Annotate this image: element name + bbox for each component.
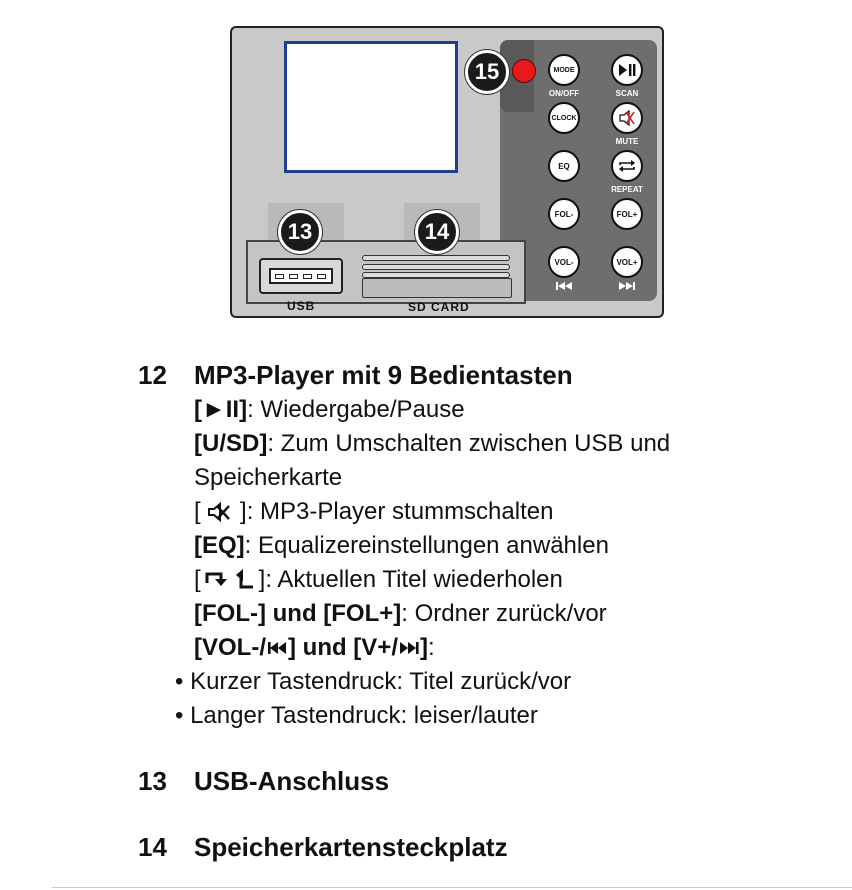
- mode-button[interactable]: MODE: [548, 54, 580, 86]
- mute-description: [ ]: MP3-Player stummschalten: [194, 498, 554, 525]
- bullet-dot: •: [175, 702, 191, 729]
- bullet-dot: •: [175, 668, 191, 695]
- mute-caption: MUTE: [615, 137, 639, 146]
- volume-description: [VOL-/ ] und [V+/ ]:: [194, 634, 435, 661]
- section-number-12: 12: [138, 360, 167, 390]
- usb-sd-description: [U/SD]: Zum Umschalten zwischen USB und: [194, 430, 671, 457]
- usb-sd-description-cont: Speicherkarte: [194, 464, 343, 491]
- sd-slot-line: [362, 264, 510, 270]
- prev-track-icon: [266, 640, 288, 656]
- mute-button[interactable]: [611, 102, 643, 134]
- mp3-player-panel-illustration: [230, 26, 664, 318]
- bullet-short-press: • Kurzer Tastendruck: Titel zurück/vor: [175, 668, 572, 695]
- callout-badge-15: 15: [465, 50, 509, 94]
- folder-description: [FOL-] und [FOL+]: Ordner zurück/vor: [194, 600, 607, 627]
- sd-card-slot: [362, 278, 512, 298]
- usd-key: [U/SD]: [194, 430, 268, 457]
- sd-card-label: SD CARD: [408, 300, 470, 314]
- section-title-13: USB-Anschluss: [194, 766, 390, 796]
- scan-caption: SCAN: [615, 89, 639, 98]
- play-pause-button[interactable]: [611, 54, 643, 86]
- vol-minus-button[interactable]: VOL-: [548, 246, 580, 278]
- section-number-13: 13: [138, 766, 167, 796]
- mute-icon: [207, 502, 233, 522]
- fol-minus-button[interactable]: FOL-: [548, 198, 580, 230]
- fol-keys: [FOL-] und [FOL+]: [194, 600, 402, 627]
- callout-badge-13: 13: [278, 210, 322, 254]
- eq-description: [EQ]: Equalizereinstellungen anwählen: [194, 532, 609, 559]
- on-off-caption: ON/OFF: [548, 89, 580, 98]
- usb-label: USB: [287, 299, 316, 313]
- repeat-icon: [201, 569, 259, 591]
- repeat-caption: REPEAT: [611, 185, 643, 194]
- callout-badge-14: 14: [415, 210, 459, 254]
- eq-key: [EQ]: [194, 532, 245, 559]
- section-title-14: Speicherkartensteckplatz: [194, 832, 508, 862]
- repeat-description: [ ]: Aktuellen Titel wiederholen: [194, 566, 563, 593]
- repeat-icon: [617, 159, 637, 173]
- usb-port: [259, 258, 343, 294]
- prev-track-icon: [534, 281, 594, 291]
- repeat-button[interactable]: [611, 150, 643, 182]
- power-led: [512, 59, 536, 83]
- vol-plus-button[interactable]: VOL+: [611, 246, 643, 278]
- sd-slot-line: [362, 255, 510, 261]
- clock-button[interactable]: CLOCK: [548, 102, 580, 134]
- bullet-long-press: • Langer Tastendruck: leiser/lauter: [175, 702, 538, 729]
- play-pause-key: [►II]: [194, 396, 248, 423]
- play-pause-icon: [618, 63, 636, 77]
- fol-plus-button[interactable]: FOL+: [611, 198, 643, 230]
- section-number-14: 14: [138, 832, 167, 862]
- next-track-icon: [398, 640, 420, 656]
- display-window: [284, 41, 458, 173]
- play-pause-description: [►II]: Wiedergabe/Pause: [194, 396, 465, 423]
- eq-button[interactable]: EQ: [548, 150, 580, 182]
- footer-rule: [52, 887, 852, 888]
- next-track-icon: [597, 281, 657, 291]
- mute-icon: [618, 110, 636, 126]
- section-title-12: MP3-Player mit 9 Bedientasten: [194, 360, 573, 390]
